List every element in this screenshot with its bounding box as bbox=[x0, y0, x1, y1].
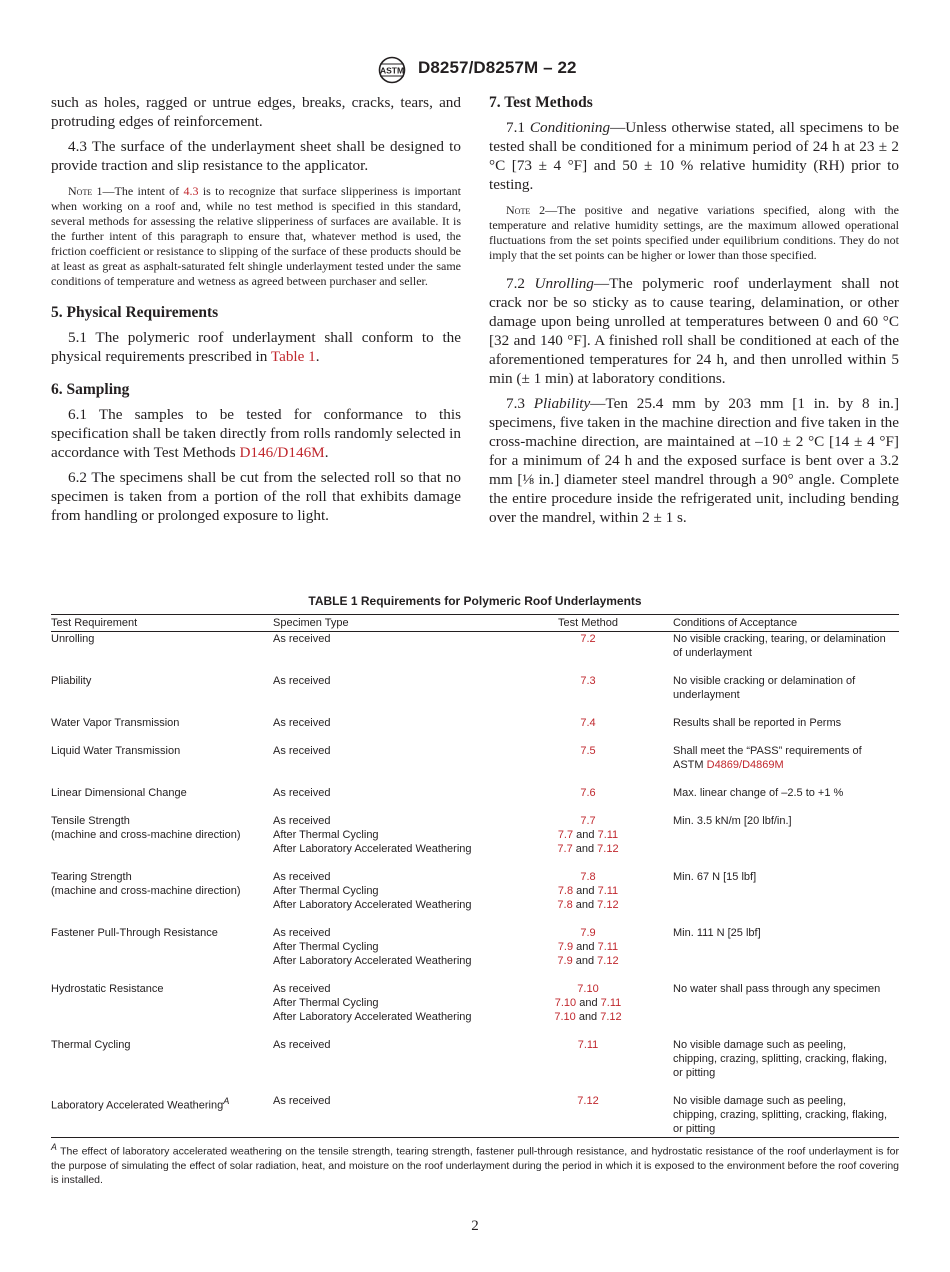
cell-conditions: No water shall pass through any specimen bbox=[673, 983, 881, 995]
cell-test-requirement: Hydrostatic Resistance bbox=[51, 983, 164, 995]
cell-conditions: No visible cracking or delamination of underlayment bbox=[673, 675, 856, 701]
test-method-link[interactable]: 7.11 bbox=[600, 997, 622, 1009]
table-1-link[interactable]: Table 1 bbox=[270, 348, 316, 365]
cell-specimen-type: As received bbox=[273, 1039, 331, 1051]
cell-specimen-type: As received After Thermal Cycling After Laboratory Accelerated Weathering bbox=[273, 815, 472, 855]
logo-text: ASTM bbox=[379, 65, 405, 76]
table-row bbox=[51, 870, 899, 926]
cell-conditions: Results shall be reported in Perms bbox=[673, 717, 842, 729]
test-method-link[interactable]: 7.10 bbox=[577, 983, 599, 995]
cell-test-requirement: Tensile Strength (machine and cross-machine direction) bbox=[51, 815, 241, 841]
cell-test-method: 7.9 7.9 and 7.11 7.9 and 7.12 bbox=[557, 927, 619, 967]
test-method-link[interactable]: 7.2 bbox=[580, 633, 596, 645]
cell-test-requirement: Fastener Pull-Through Resistance bbox=[51, 927, 218, 939]
paragraph-4-3: 4.3 The surface of the underlayment sheet shall be designed to provide traction and slip resistance to the applicator. bbox=[51, 138, 461, 174]
test-method-link[interactable]: 7.12 bbox=[600, 1011, 622, 1023]
cell-test-method bbox=[503, 632, 673, 675]
cell-test-method bbox=[503, 786, 673, 814]
section-5-heading: 5. Physical Requirements bbox=[51, 304, 219, 321]
table-row bbox=[51, 982, 899, 1038]
note-2: Note 2—The positive and negative variations specified, along with the temperature and relative humidity settings, are the maximum allowed operational fluctuations from the set points specified under equilibrium conditions. They do not imply that the set points can be higher or lower than those specified. bbox=[489, 203, 899, 262]
cell-conditions: No visible damage such as peeling, chipping, crazing, splitting, cracking, flaking, or pitting bbox=[673, 1094, 899, 1138]
paragraph-6-2: 6.2 The specimens shall be cut from the selected roll so that no specimen is taken from a portion of the roll that exhibits damage from handling or prolonged exposure to light. bbox=[51, 469, 461, 524]
d4869-link[interactable]: D4869/D4869M bbox=[706, 759, 784, 771]
cell-conditions: No visible cracking, tearing, or delamination of underlayment bbox=[673, 633, 886, 659]
section-7-heading: 7. Test Methods bbox=[489, 94, 593, 111]
test-method-link[interactable]: 7.12 bbox=[597, 955, 619, 967]
table-row bbox=[51, 674, 899, 716]
table-header-row bbox=[51, 615, 899, 632]
test-method-link[interactable]: 7.5 bbox=[580, 745, 596, 757]
cell-test-requirement: Pliability bbox=[51, 675, 92, 687]
cell-conditions: Min. 3.5 kN/m [20 lbf/in.] bbox=[673, 815, 792, 827]
cell-test-requirement: Unrolling bbox=[51, 633, 95, 645]
test-method-link[interactable]: 7.11 bbox=[597, 941, 619, 953]
cell-test-requirement: Thermal Cycling bbox=[51, 1039, 131, 1051]
table-row bbox=[51, 744, 899, 786]
test-method-link[interactable]: 7.12 bbox=[597, 899, 619, 911]
note-1-ref-link[interactable]: 4.3 bbox=[183, 184, 199, 198]
test-method-link[interactable]: 7.9 bbox=[557, 955, 573, 967]
table-title: TABLE 1 Requirements for Polymeric Roof Underlayments bbox=[308, 594, 642, 608]
test-method-link[interactable]: 7.7 bbox=[557, 843, 573, 855]
cell-test-method: 7.8 7.8 and 7.11 7.8 and 7.12 bbox=[557, 871, 619, 911]
cell-test-requirement: Tearing Strength (machine and cross-machine direction) bbox=[51, 871, 241, 897]
footnote-text: The effect of laboratory accelerated weathering on the tensile strength, tearing strength, fastener pull-through resistance, and hydrostatic resistance of the roof underlayment is for the purpose of simulating the effect of solar radiation, heat, and moisture on the roof underlayment during the period in which it is exposed to the environment before the roof covering is installed. bbox=[51, 1145, 899, 1186]
test-method-link[interactable]: 7.12 bbox=[597, 843, 619, 855]
cell-test-method bbox=[503, 674, 673, 716]
table-row bbox=[51, 926, 899, 982]
test-method-link[interactable]: 7.7 bbox=[557, 829, 574, 841]
test-method-link[interactable]: 7.11 bbox=[577, 1039, 599, 1051]
column-header-test-requirement: Test Requirement bbox=[51, 615, 273, 632]
cell-specimen-type: As received bbox=[273, 745, 331, 757]
document-designation: D8257/D8257M – 22 bbox=[418, 58, 577, 77]
test-method-link[interactable]: 7.11 bbox=[597, 885, 619, 897]
test-method-link[interactable]: 7.11 bbox=[597, 829, 619, 841]
test-method-link[interactable]: 7.10 bbox=[554, 997, 577, 1009]
paragraph-7-3: 7.3 Pliability—Ten 25.4 mm by 203 mm [1 in. by 8 in.] specimens, five taken in the machine direction and five taken in the cross-machine direction, are maintained at –10 ± 2 °C [14 ± 4 °F] for a minimum of 24 h and the exposed surface is bent over a 3.2 mm [⅛ in.] diameter steel mandrel through a 90° angle. Complete the entire procedure inside the refrigerated unit, including bending over the mandrel, within 2 ± 1 s. bbox=[489, 395, 900, 526]
table-row bbox=[51, 1038, 899, 1094]
cell-test-requirement: Liquid Water Transmission bbox=[51, 745, 181, 757]
test-method-link[interactable]: 7.9 bbox=[557, 941, 574, 953]
cell-conditions: Shall meet the “PASS” requirements of ASTM D4869/D4869M bbox=[673, 745, 862, 771]
paragraph-5-1: 5.1 The polymeric roof underlayment shall conform to the physical requirements prescribed in Table 1. bbox=[51, 329, 461, 365]
note-1 bbox=[51, 184, 461, 289]
table-body bbox=[51, 632, 899, 1138]
cell-specimen-type: As received bbox=[273, 675, 331, 687]
cell-specimen-type: As received bbox=[273, 633, 331, 645]
cell-specimen-type: As received After Thermal Cycling After Laboratory Accelerated Weathering bbox=[273, 927, 472, 967]
right-column bbox=[489, 93, 899, 527]
table-footnote bbox=[51, 1140, 899, 1187]
cell-specimen-type: As received After Thermal Cycling After Laboratory Accelerated Weathering bbox=[273, 983, 472, 1023]
test-method-link[interactable]: 7.10 bbox=[554, 1011, 576, 1023]
paragraph-6-1: 6.1 The samples to be tested for conformance to this specification shall be taken directly from rolls randomly selected in accordance with Test Methods D146/D146M. bbox=[51, 406, 461, 461]
cell-test-method bbox=[503, 744, 673, 786]
cell-conditions: No visible damage such as peeling, chipping, crazing, splitting, cracking, flaking, or pitting bbox=[673, 1039, 887, 1079]
paragraph-7-1: 7.1 Conditioning—Unless otherwise stated, all specimens to be tested shall be conditioned for a minimum period of 24 h at 23 ± 2 °C [73 ± 4 °F] and 50 ± 10 % relative humidity (RH) prior to testing. bbox=[489, 119, 899, 193]
cell-test-requirement: Linear Dimensional Change bbox=[51, 787, 187, 799]
test-method-link[interactable]: 7.8 bbox=[557, 885, 574, 897]
table-row bbox=[51, 716, 899, 744]
cell-specimen-type: As received After Thermal Cycling After Laboratory Accelerated Weathering bbox=[273, 871, 472, 911]
table-row bbox=[51, 1094, 899, 1138]
cell-test-method: 7.10 7.10 and 7.11 7.10 and 7.12 bbox=[554, 983, 622, 1023]
cell-test-method bbox=[503, 1094, 673, 1138]
cell-specimen-type: As received bbox=[273, 1094, 503, 1138]
cell-test-method bbox=[503, 1038, 673, 1094]
test-method-link[interactable]: 7.3 bbox=[580, 675, 596, 687]
cell-test-requirement: Water Vapor Transmission bbox=[51, 717, 180, 729]
table-row bbox=[51, 786, 899, 814]
note-1-label: Note bbox=[68, 184, 93, 198]
test-method-link[interactable]: 7.8 bbox=[557, 899, 573, 911]
section-6-heading: 6. Sampling bbox=[51, 381, 130, 398]
page-number: 2 bbox=[471, 1218, 479, 1234]
test-method-link[interactable]: 7.9 bbox=[580, 927, 596, 939]
table-row bbox=[51, 814, 899, 870]
cell-test-method: 7.7 7.7 and 7.11 7.7 and 7.12 bbox=[557, 815, 619, 855]
d146-link[interactable]: D146/D146M bbox=[239, 444, 325, 461]
paragraph-4-2-continued: such as holes, ragged or untrue edges, breaks, cracks, tears, and protruding edges of reinforcement. bbox=[51, 94, 461, 130]
left-column bbox=[51, 93, 461, 525]
requirements-table bbox=[51, 614, 899, 1138]
table-1 bbox=[51, 594, 899, 1187]
test-method-link[interactable]: 7.4 bbox=[580, 717, 596, 729]
cell-specimen-type: As received bbox=[273, 717, 331, 729]
column-header-specimen-type: Specimen Type bbox=[273, 615, 503, 632]
page-header bbox=[0, 56, 950, 84]
cell-conditions: Min. 67 N [15 lbf] bbox=[673, 871, 757, 883]
astm-logo-icon bbox=[374, 56, 410, 84]
test-method-link[interactable]: 7.8 bbox=[580, 871, 596, 883]
cell-test-requirement: Laboratory Accelerated Weathering$^A$ bbox=[51, 1094, 273, 1138]
test-method-link[interactable]: 7.7 bbox=[580, 815, 596, 827]
column-header-test-method: Test Method bbox=[503, 615, 673, 632]
note-1-num: 1—The intent of bbox=[92, 184, 184, 198]
cell-test-method bbox=[503, 716, 673, 744]
note-1-text: is to recognize that surface slipperiness is important when working on a roof and, while no test method is specified in this standard, several methods for assessing the relative slipperiness of surfaces are available. It is the further intent of this paragraph to ensure that, whatever method is used, the friction coefficient or resistance to slipping of the surface of these products should be at least as great as asphalt-saturated felt shingle underlayment tested under the same conditions of temperature and wetness as agreed between purchaser and seller. bbox=[51, 184, 462, 288]
paragraph-7-2: 7.2 Unrolling—The polymeric roof underlayment shall not crack nor be so sticky as to cause tearing, delamination, or other damage upon being unrolled at temperatures between 0 and 60 °C [32 and 140 °F]. A finished roll shall be conditioned at each of the aforementioned temperatures for 24 h, and then unrolled within 5 min (± 1 min) at laboratory conditions. bbox=[489, 275, 899, 387]
test-method-link[interactable]: 7.6 bbox=[580, 787, 596, 799]
footnote-mark: A bbox=[51, 1142, 57, 1152]
test-method-link[interactable]: 7.12 bbox=[577, 1095, 599, 1107]
table-row bbox=[51, 632, 899, 675]
cell-conditions: Max. linear change of –2.5 to +1 % bbox=[673, 787, 844, 799]
column-header-conditions: Conditions of Acceptance bbox=[673, 615, 899, 632]
cell-specimen-type: As received bbox=[273, 787, 331, 799]
cell-conditions: Min. 111 N [25 lbf] bbox=[673, 927, 761, 939]
